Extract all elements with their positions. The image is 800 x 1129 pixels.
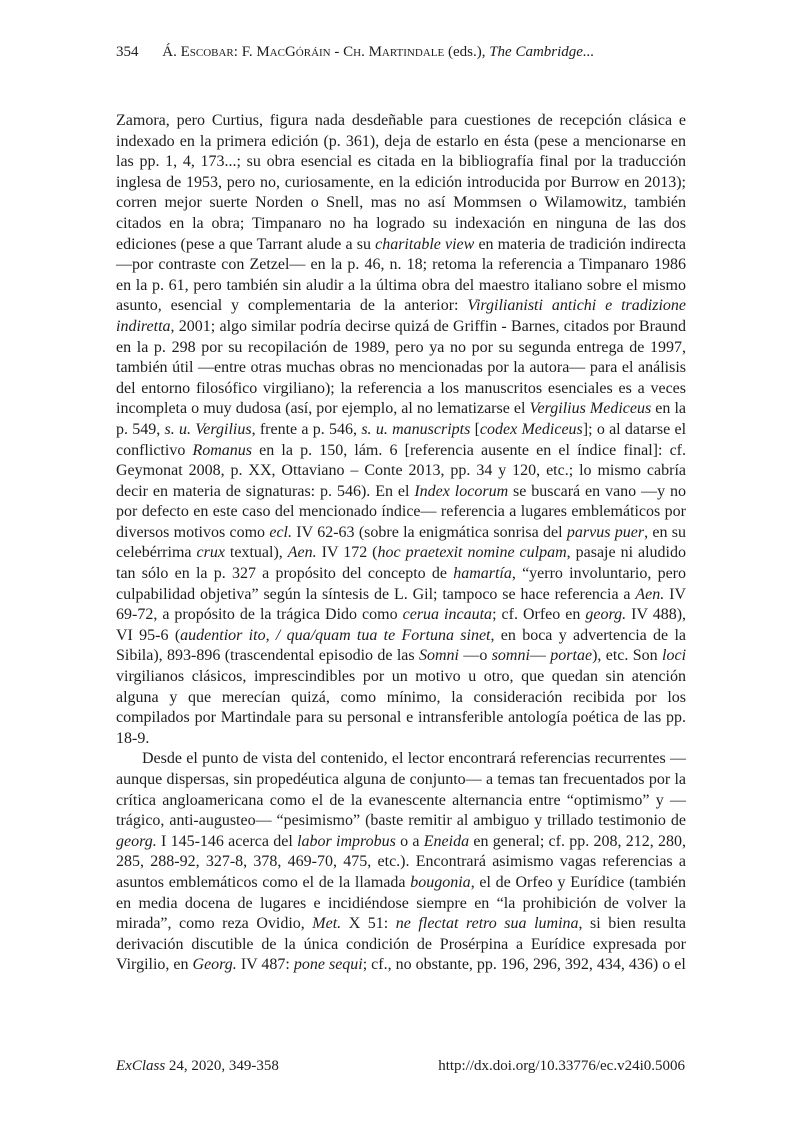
italic-text: ne flectat retro sua lumina	[395, 915, 579, 933]
text-run: IV 172 (	[316, 544, 378, 562]
text-run: en general; cf. pp. 208, 212, 280, 285, 288-92, 327-8, 378, 469-70, 475, etc.). Encontrará asimismo vagas referencias a asuntos emblemáticos como el de la llamada	[116, 832, 686, 891]
italic-text: codex Mediceus	[479, 420, 583, 438]
text-run: , en boca y advertencia de la Sibila), 893-896 (trascendental episodio de las	[116, 626, 686, 665]
italic-text: Somni	[418, 647, 459, 665]
text-run: , “yerro involuntario, pero culpabilidad objetiva” según la síntesis de L. Gil; tampoco se hace referencia a	[116, 565, 687, 603]
text-run: (eds.),	[444, 44, 490, 60]
text-run: , pasaje ni aludido tan sólo en la p. 327 a propósito del concepto de	[116, 544, 687, 583]
italic-text: charitable view	[375, 235, 475, 253]
text-run: ; cf. Orfeo en	[492, 606, 586, 624]
text-run: en la p. 549,	[116, 400, 686, 438]
italic-text: Virgilianisti antichi e tradizione indiretta	[116, 297, 687, 335]
text-run: —	[529, 647, 551, 665]
smallcaps-text: Ch.	[343, 44, 365, 60]
italic-text: Index locorum	[414, 482, 509, 500]
paragraph	[116, 749, 686, 976]
italic-text: pone sequi	[293, 956, 363, 974]
text-run: I 145-146 acerca del	[156, 832, 298, 850]
italic-text: labor improbus	[297, 832, 396, 850]
italic-text: portae	[550, 647, 593, 665]
text-run: , el de Orfeo y Eurídice (también en media docena de lugares e incidiéndose siempre en “la prohibición de volver la mirada”, como reza Ovidio,	[116, 873, 686, 933]
text-run: X 51:	[341, 915, 396, 933]
text-run: en materia de tradición indirecta —por contraste con Zetzel— en la p. 46, n. 18; retoma la referencia a Timpanaro 1986 en la p. 61, pero también sin aludir a la última obra del maestro italiano sobre el mismo asunto, esencial y complementaria de la anterior:	[116, 235, 686, 315]
text-run: textual),	[224, 544, 288, 562]
text-run: IV 487:	[236, 956, 294, 974]
italic-text: georg.	[585, 606, 627, 624]
text-run: o a	[395, 832, 424, 850]
italic-text: hoc praetexit nomine culpam	[377, 544, 567, 562]
page-footer	[116, 1058, 685, 1075]
running-title	[162, 44, 594, 60]
text-run: , 2001; algo similar podría decirse quizá de Griffin - Barnes, citados por Braund en la p. 298 por su recopilación de 1989, pero ya no por su segunda entrega de 1997, también útil —entre otras muchas obras no mencionadas por la autora— para el análisis del entorno filosófico virgiliano); la referencia a los manuscritos esenciales es a veces incompleta o muy dudosa (así, por ejemplo, al no lematizarse el	[116, 317, 686, 418]
italic-text: cerua incauta	[402, 606, 493, 624]
italic-text: audentior ito, / qua/quam tua te Fortuna sinet	[180, 626, 491, 644]
italic-text: bougonia	[410, 873, 471, 891]
page-number: 354	[116, 44, 139, 60]
italic-text: loci	[662, 647, 687, 665]
smallcaps-text: Escobar	[180, 44, 234, 60]
text-run: ]; o al datarse el conflictivo	[116, 420, 687, 459]
text-run: -	[330, 44, 344, 60]
text-run: : F.	[233, 44, 257, 60]
italic-text: crux	[196, 544, 225, 562]
text-run: , si bien resulta derivación discutible de la única condición de Prosérpina a Eurídice expresada por Virgilio, en	[116, 915, 686, 974]
text-run: 24, 2020, 349-358	[165, 1058, 279, 1074]
text-run: ; cf., no obstante, pp. 196, 296, 392, 434, 436) o el	[362, 956, 686, 974]
italic-text: somni	[491, 647, 530, 665]
review-body	[116, 111, 686, 976]
text-run: en la p. 150, lám. 6 [referencia ausente en el índice final]: cf. Geymonat 2008, p. XX, Ottaviano – Conte 2013, pp. 34 y 120, etc.; lo mismo cabría decir en materia de signaturas: p. 546). En el	[116, 441, 686, 500]
journal-citation	[116, 1058, 279, 1075]
text-run: Desde el punto de vista del contenido, el lector encontrará referencias recurrentes —aunque dispersas, sin propedéutica alguna de conjunto— a temas tan frecuentados por la crítica angloamericana como el de la evanescente alternancia entre “optimismo” y —trágico, anti-augusteo— “pesimismo” (baste remitir al ambiguo y trillado testimonio de	[116, 750, 686, 830]
text-run: IV 62-63 (sobre la enigmática sonrisa del	[292, 523, 567, 541]
italic-text: hamartía	[453, 565, 512, 583]
text-run: se buscará en vano —y no por defecto en este caso del mencionado índice— referencia a lugares emblemáticos por diversos motivos como	[116, 482, 686, 541]
italic-text: ecl.	[269, 523, 292, 541]
text-run: IV 69-72, a propósito de la trágica Dido como	[116, 585, 687, 624]
doi-link[interactable]: http://dx.doi.org/10.33776/ec.v24i0.5006	[438, 1058, 685, 1074]
italic-text: Romanus	[192, 441, 253, 459]
italic-text: Aen.	[287, 544, 317, 562]
text-run: —o	[458, 647, 492, 665]
italic-text: Vergilius Mediceus	[529, 400, 652, 418]
italic-text: Eneida	[423, 832, 470, 850]
paragraph	[116, 111, 686, 749]
text-run: , frente a p. 546,	[251, 420, 362, 438]
smallcaps-text: MacGóráin	[256, 44, 331, 60]
text-run: Zamora, pero Curtius, figura nada desdeñable para cuestiones de recepción clásica e indexado en la primera edición (p. 361), deja de estarlo en ésta (pese a mencionarse en las pp. 1, 4, 173...; su obra esencial es citada en la bibliografía final por la traducción inglesa de 1953, pero no, curiosamente, en la edición introducida por Burrow en 2013); corren mejor suerte Norden o Snell, mas no así Mommsen o Wilamowitz, también citados en la obra; Timpanaro no ha logrado su indexación en ninguna de las dos ediciones (pese a que Tarrant alude a su	[116, 112, 686, 253]
text-run: virgilianos clásicos, imprescindibles por un motivo u otro, que quedan sin atención alguna y que merecían quizá, como mínimo, la consideración recibida por los compilados por Martindale para su personal e intransferible antología poética de las pp. 18-9.	[116, 668, 686, 747]
italic-text: s. u. Vergilius	[164, 420, 252, 438]
italic-text: Aen.	[635, 585, 665, 603]
italic-text: s. u. manuscripts	[361, 420, 471, 438]
text-run: , en su celebérrima	[116, 523, 687, 562]
text-run: [	[470, 420, 480, 438]
italic-text: georg.	[116, 832, 157, 850]
italic-text: Met.	[312, 915, 342, 933]
text-run: ), etc. Son	[592, 647, 663, 665]
italic-text: ExClass	[116, 1058, 166, 1074]
italic-text: The Cambridge...	[489, 44, 595, 60]
running-header	[116, 44, 685, 61]
italic-text: parvus puer	[566, 523, 645, 541]
text-run: IV 488), VI 95-6 (	[116, 606, 687, 644]
smallcaps-text: Martindale	[368, 44, 445, 60]
italic-text: Georg.	[192, 956, 237, 974]
text-run: Á.	[162, 44, 181, 60]
